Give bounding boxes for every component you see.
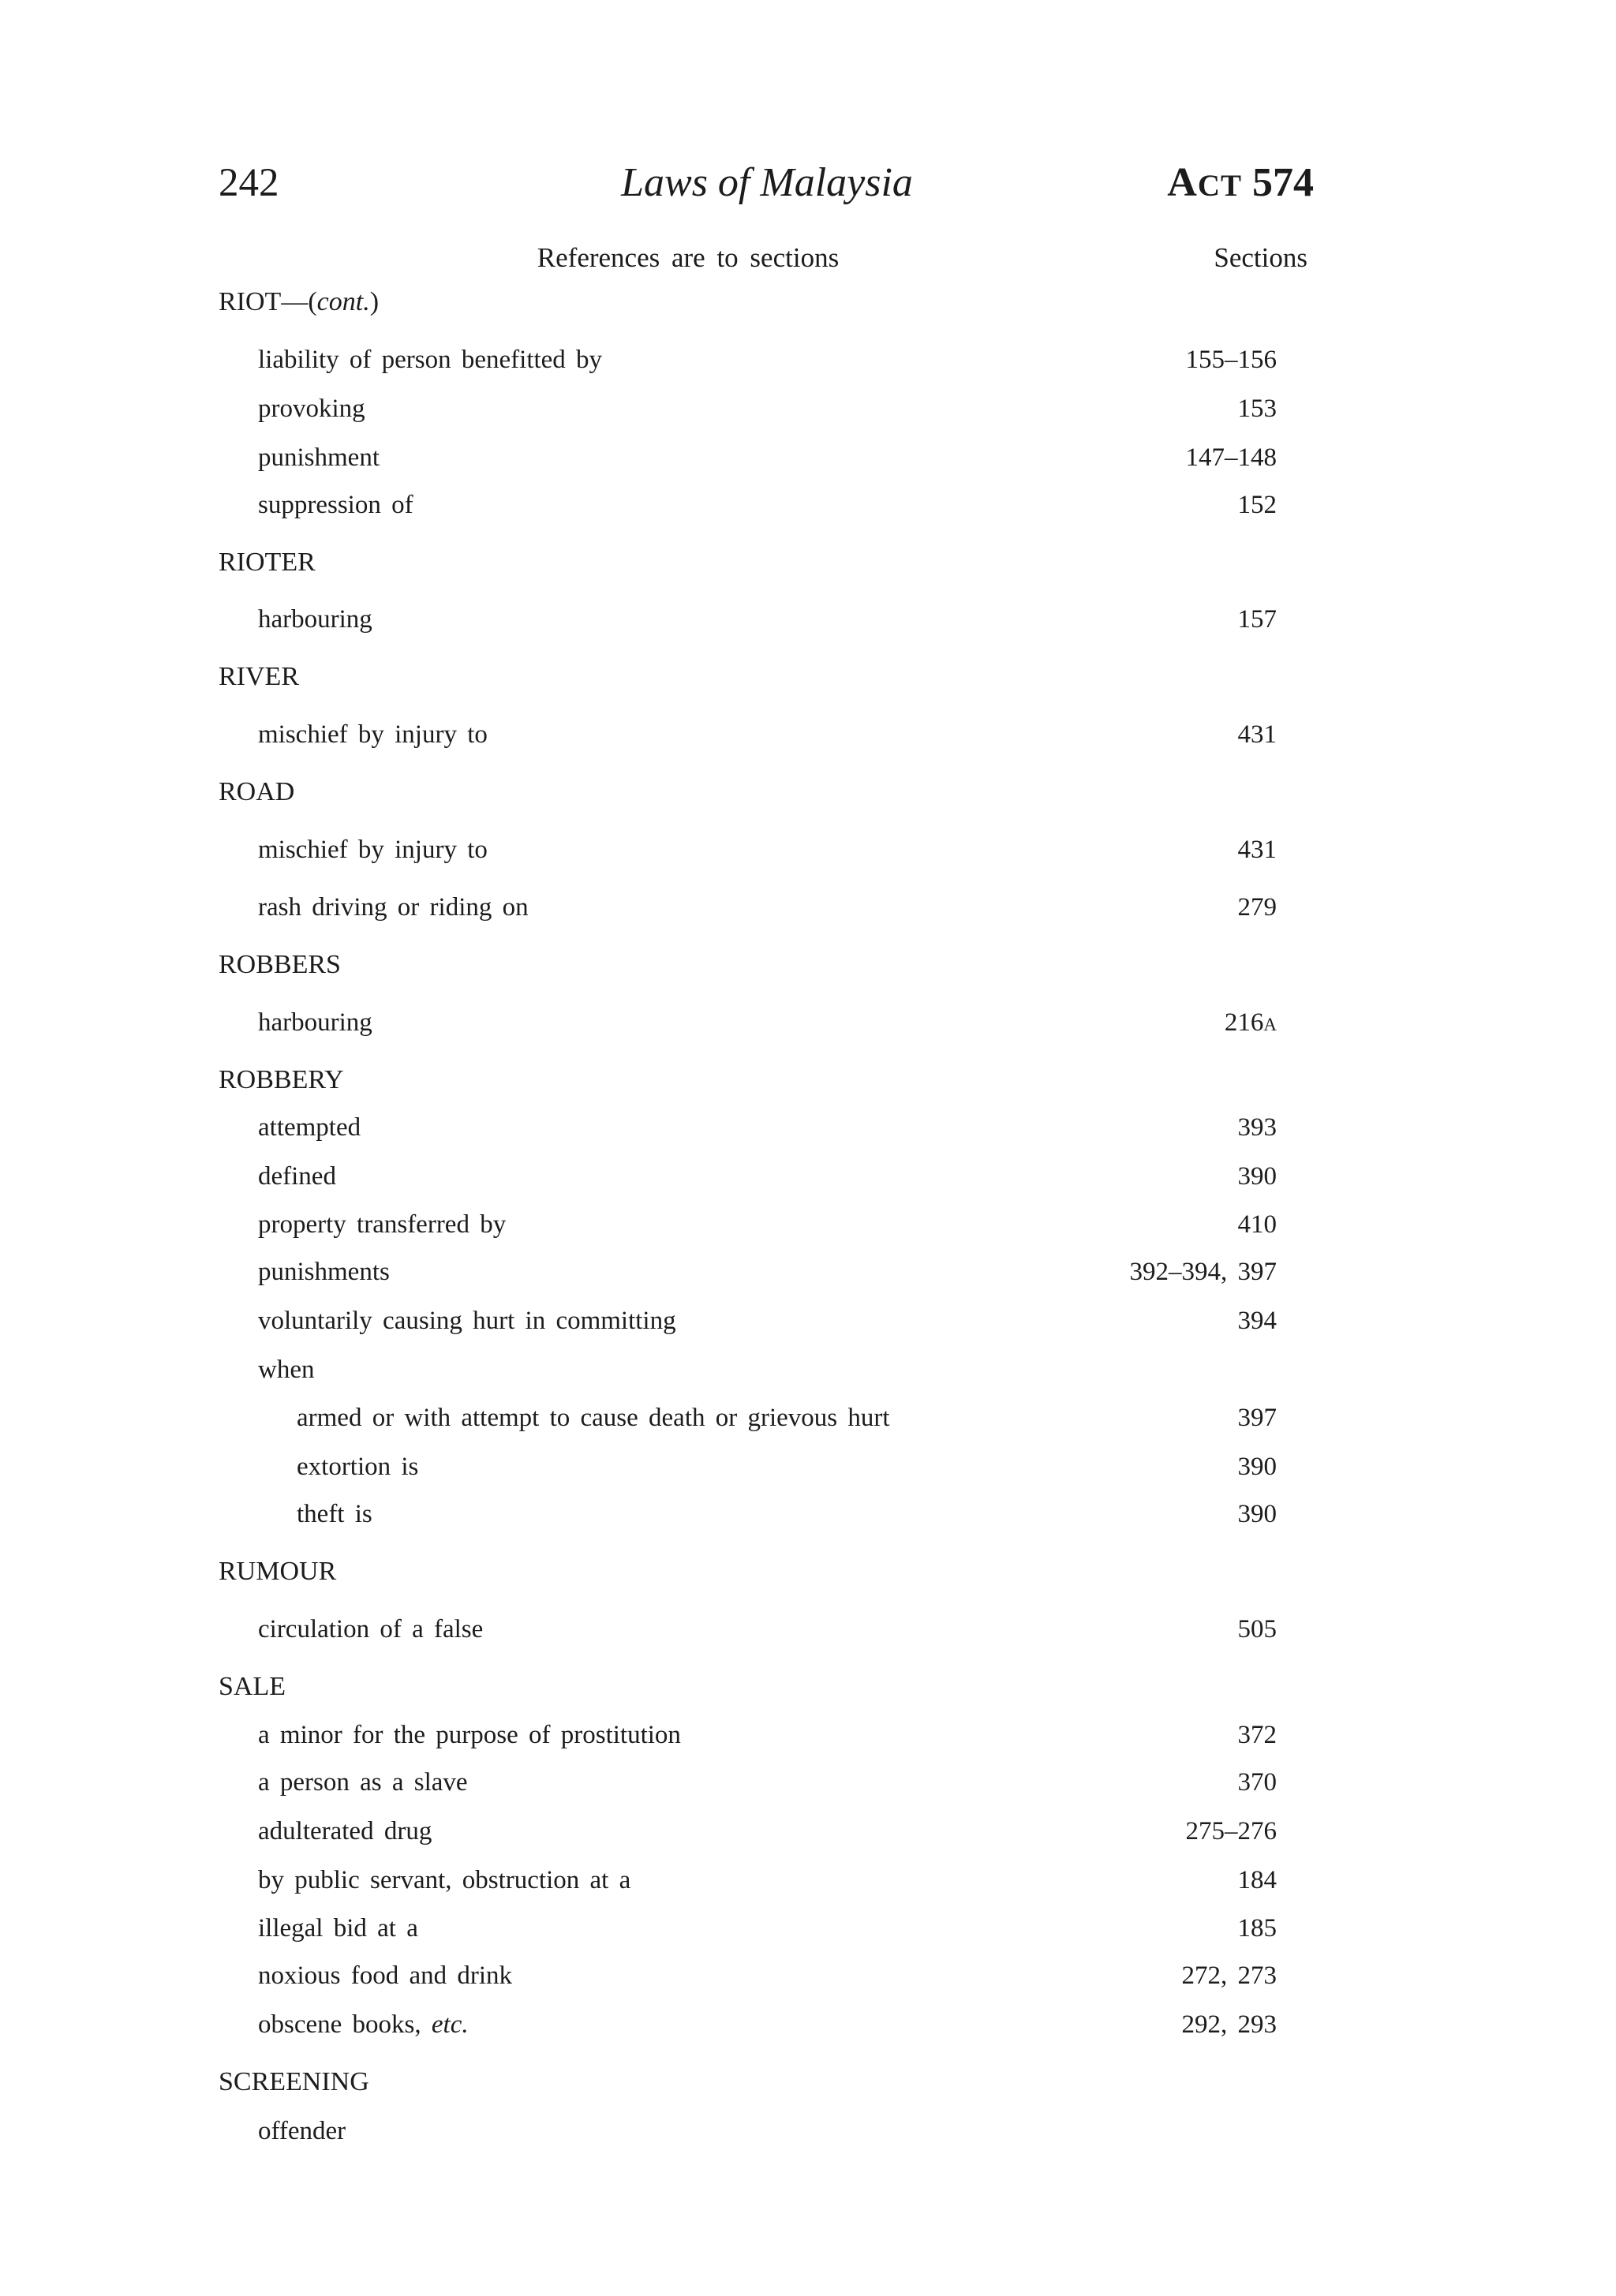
heading-label: [219, 660, 299, 694]
label-text: voluntarily causing hurt in committing: [258, 1307, 676, 1335]
label-text: attempted: [258, 1113, 361, 1142]
sections-column-caption: Sections: [1214, 242, 1307, 273]
running-title: Laws of Malaysia: [621, 160, 913, 205]
label-text: SALE: [219, 1672, 286, 1701]
label-text: noxious food and drink: [258, 1961, 513, 1990]
entry-label: [258, 890, 529, 925]
section-number: 390: [1237, 1453, 1277, 1481]
entry-label: [258, 717, 488, 752]
heading-label: [219, 948, 341, 982]
entry-label: [258, 391, 365, 426]
index-heading: [0, 545, 1616, 580]
label-text: when: [258, 1356, 315, 1384]
section-reference: [1238, 1497, 1277, 1531]
index-entry: [0, 1612, 1616, 1647]
entry-label: [258, 1765, 468, 1800]
label-text: harbouring: [258, 1008, 372, 1037]
index-entry: [0, 832, 1616, 867]
entry-label: [258, 1814, 432, 1849]
entry-label: [258, 2114, 346, 2148]
label-text: by public servant, obstruction at a: [258, 1866, 631, 1894]
entry-label: [258, 488, 413, 522]
section-reference: [1238, 1718, 1277, 1752]
index-heading: [0, 1554, 1616, 1589]
label-text: a person as a slave: [258, 1768, 468, 1797]
entry-label: [297, 1400, 890, 1435]
section-reference: [1238, 1110, 1277, 1145]
index-heading: [0, 660, 1616, 694]
section-number: 279: [1237, 893, 1277, 922]
index-entry: [0, 1352, 1616, 1387]
entry-label: [258, 1911, 418, 1946]
heading-label: [219, 1554, 336, 1589]
index-entry: [0, 1718, 1616, 1752]
label-text: ROAD: [219, 777, 295, 806]
heading-label: [219, 775, 294, 810]
index-heading: [0, 2065, 1616, 2100]
section-reference: [1238, 890, 1277, 925]
index-entry: [0, 342, 1616, 377]
index-entry: [0, 890, 1616, 925]
section-number: 370: [1237, 1768, 1277, 1797]
section-number: 216: [1224, 1008, 1264, 1037]
page-number: 242: [219, 161, 279, 205]
entry-label: [258, 2007, 469, 2042]
heading-label: [219, 1670, 286, 1704]
label-closing-text: ): [369, 287, 380, 316]
references-caption: References are to sections: [537, 242, 840, 273]
section-reference: [1182, 2007, 1277, 2042]
index-heading: [0, 1670, 1616, 1704]
label-text: SCREENING: [219, 2067, 369, 2096]
section-reference: [1238, 1400, 1277, 1435]
index-entry: [0, 602, 1616, 637]
label-text: provoking: [258, 395, 365, 423]
index-entry: [0, 2114, 1616, 2148]
label-text: harbouring: [258, 605, 372, 634]
section-reference: [1186, 1814, 1277, 1849]
index-heading: [0, 285, 1616, 320]
heading-label: [219, 1063, 344, 1098]
section-number: 505: [1237, 1615, 1277, 1643]
section-reference: [1186, 342, 1277, 377]
section-number: 152: [1237, 491, 1277, 519]
section-reference: [1238, 1911, 1277, 1946]
section-number: 157: [1237, 605, 1277, 634]
index-entry: [0, 1159, 1616, 1194]
label-text: adulterated drug: [258, 1817, 432, 1845]
entry-label: [297, 1497, 372, 1531]
entry-label: [258, 1352, 314, 1387]
index-subentry: [0, 1449, 1616, 1484]
index-entry: [0, 1863, 1616, 1898]
section-number: 147–148: [1185, 443, 1277, 472]
entry-label: [258, 1159, 336, 1194]
section-number: 431: [1237, 720, 1277, 749]
index-subentry: [0, 1400, 1616, 1435]
entry-label: [258, 1958, 512, 1993]
section-number: 392–394, 397: [1129, 1258, 1277, 1286]
index-entry: [0, 717, 1616, 752]
index-subentry: [0, 1497, 1616, 1531]
index-entry: [0, 1110, 1616, 1145]
section-number: 153: [1237, 395, 1277, 423]
section-reference: [1130, 1255, 1277, 1289]
label-text: suppression of: [258, 491, 413, 519]
index-entry: [0, 1765, 1616, 1800]
section-number: 275–276: [1185, 1817, 1277, 1845]
label-text: RIOTER: [219, 548, 316, 577]
section-number: 397: [1237, 1404, 1277, 1432]
section-reference: [1182, 1958, 1277, 1993]
label-text: rash driving or riding on: [258, 893, 529, 922]
section-number: 390: [1237, 1500, 1277, 1528]
index-entry: [0, 1303, 1616, 1338]
label-text: liability of person benefitted by: [258, 346, 603, 374]
label-text: mischief by injury to: [258, 836, 488, 864]
entry-label: [258, 1110, 361, 1145]
section-number: 272, 273: [1181, 1961, 1277, 1990]
heading-label: [219, 285, 379, 320]
label-text: illegal bid at a: [258, 1914, 418, 1943]
entry-label: [258, 602, 372, 637]
label-text: RIOT—(: [219, 287, 317, 316]
section-number: 394: [1237, 1307, 1277, 1335]
heading-label: [219, 545, 316, 580]
label-text: property transferred by: [258, 1210, 507, 1239]
index-entry: [0, 1814, 1616, 1849]
section-reference: [1238, 1207, 1277, 1242]
label-text: punishment: [258, 443, 380, 472]
section-number: 184: [1237, 1866, 1277, 1894]
section-number: 292, 293: [1181, 2010, 1277, 2039]
section-number: 185: [1237, 1914, 1277, 1943]
section-reference: [1238, 1612, 1277, 1647]
index-entry: [0, 1255, 1616, 1289]
label-text: ROBBERS: [219, 950, 341, 979]
label-text: ROBBERY: [219, 1065, 344, 1094]
index-entry: [0, 488, 1616, 522]
label-text: defined: [258, 1162, 336, 1191]
index-entry: [0, 1005, 1616, 1040]
label-text: a minor for the purpose of prostitution: [258, 1721, 681, 1749]
entry-label: [258, 1863, 630, 1898]
index-entry: [0, 1207, 1616, 1242]
index-heading: [0, 1063, 1616, 1098]
label-text: obscene books,: [258, 2010, 432, 2039]
index-entry: [0, 440, 1616, 475]
label-text: theft is: [297, 1500, 372, 1528]
entry-label: [258, 342, 602, 377]
entry-label: [258, 440, 380, 475]
section-reference: [1238, 1449, 1277, 1484]
label-text: RUMOUR: [219, 1557, 337, 1586]
entry-label: [258, 1255, 390, 1289]
entry-label: [258, 1718, 681, 1752]
index-heading: [0, 775, 1616, 810]
label-italic-text: cont.: [316, 287, 370, 316]
section-number: 155–156: [1185, 346, 1277, 374]
label-text: circulation of a false: [258, 1615, 484, 1643]
section-reference: [1238, 391, 1277, 426]
act-number: 574: [1252, 160, 1314, 205]
section-reference: [1238, 1159, 1277, 1194]
entry-label: [297, 1449, 418, 1484]
label-text: mischief by injury to: [258, 720, 488, 749]
label-text: RIVER: [219, 662, 299, 691]
entry-label: [258, 832, 488, 867]
entry-label: [258, 1005, 372, 1040]
section-reference: [1238, 602, 1277, 637]
section-reference: [1225, 1005, 1277, 1042]
label-text: armed or with attempt to cause death or grievous hurt: [297, 1404, 890, 1432]
section-reference: [1238, 717, 1277, 752]
entry-label: [258, 1207, 506, 1242]
label-text: extortion is: [297, 1453, 419, 1481]
section-reference: [1238, 832, 1277, 867]
section-number: 410: [1237, 1210, 1277, 1239]
section-number: 372: [1237, 1721, 1277, 1749]
section-reference: [1238, 1765, 1277, 1800]
label-text: offender: [258, 2117, 346, 2145]
section-suffix: A: [1263, 1015, 1277, 1034]
index-heading: [0, 948, 1616, 982]
label-text: punishments: [258, 1258, 390, 1286]
entry-label: [258, 1303, 676, 1338]
section-reference: [1238, 1303, 1277, 1338]
act-label: ACT: [1167, 160, 1242, 205]
label-italic-text: etc.: [431, 2010, 469, 2039]
section-reference: [1238, 1863, 1277, 1898]
section-reference: [1238, 488, 1277, 522]
section-number: 393: [1237, 1113, 1277, 1142]
index-entry: [0, 391, 1616, 426]
index-entry: [0, 2007, 1616, 2042]
heading-label: [219, 2065, 369, 2100]
section-number: 390: [1237, 1162, 1277, 1191]
index-entry: [0, 1958, 1616, 1993]
section-reference: [1186, 440, 1277, 475]
section-number: 431: [1237, 836, 1277, 864]
index-entry: [0, 1911, 1616, 1946]
entry-label: [258, 1612, 483, 1647]
